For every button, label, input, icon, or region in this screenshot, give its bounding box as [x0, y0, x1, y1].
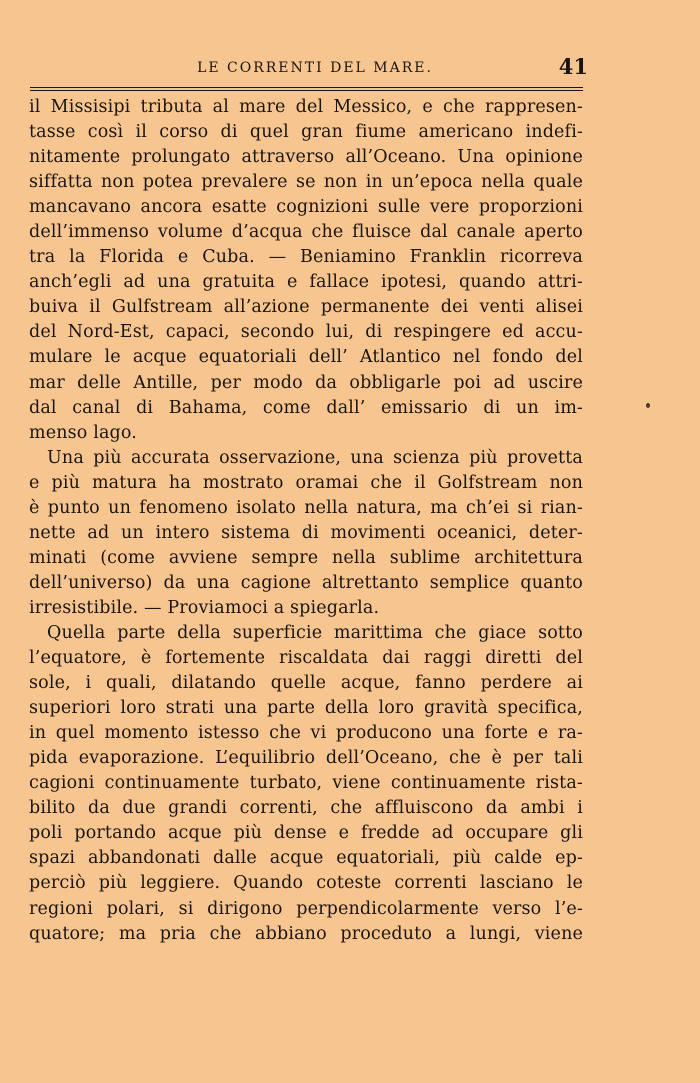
text-line: anch’egli ad una gratuita e fallace ipotesi, quando attri- — [29, 272, 583, 293]
page-number: 41 — [558, 54, 588, 79]
text-line: tra la Florida e Cuba. — Beniamino Franklin ricorreva — [29, 247, 583, 268]
text-line: siffatta non potea prevalere se non in un’epoca nella quale — [29, 172, 583, 193]
text-line: è punto un fenomeno isolato nella natura, ma ch’ei si rian- — [29, 497, 583, 518]
text-line: buiva il Gulfstream all’azione permanente dei venti alisei — [29, 297, 583, 318]
header-rule — [30, 87, 583, 88]
text-line: dell’universo) da una cagione altrettanto semplice quanto — [29, 572, 583, 593]
text-line: quatore; ma pria che abbiano proceduto a lungi, viene — [29, 923, 583, 944]
paragraph-start: Quella parte della superficie marittima che giace sotto — [47, 622, 583, 643]
running-title: LE CORRENTI DEL MARE. — [197, 60, 433, 76]
text-line: l’equatore, è fortemente riscaldata dai raggi diretti del — [29, 648, 583, 669]
text-line: bilito da due grandi correnti, che affluiscono da ambi i — [29, 798, 583, 819]
paragraph-start: Una più accurata osservazione, una scienza più provetta — [47, 447, 583, 468]
text-line: minati (come avviene sempre nella sublime architettura — [29, 547, 583, 568]
text-line: nette ad un intero sistema di movimenti oceanici, deter- — [29, 522, 583, 543]
text-line: mulare le acque equatoriali dell’ Atlantico nel fondo del — [29, 347, 583, 368]
text-line: cagioni continuamente turbato, viene continuamente rista- — [29, 773, 583, 794]
body-text — [29, 95, 583, 947]
text-line: perciò più leggiere. Quando coteste correnti lasciano le — [29, 873, 583, 894]
text-line: spazi abbandonati dalle acque equatoriali, più calde ep- — [29, 848, 583, 869]
text-line: nitamente prolungato attraverso all’Oceano. Una opinione — [29, 147, 583, 168]
text-line: il Missisipi tributa al mare del Messico, e che rappresen- — [29, 97, 583, 117]
text-line: menso lago. — [29, 422, 137, 443]
header-rule-thin — [30, 90, 583, 91]
text-line: tasse così il corso di quel gran fiume americano indefi- — [29, 122, 583, 143]
text-line: mar delle Antille, per modo da obbligarle poi ad uscire — [29, 372, 583, 393]
text-line: sole, i quali, dilatando quelle acque, fanno perdere ai — [29, 673, 583, 694]
ink-speck — [646, 403, 650, 408]
text-line: e più matura ha mostrato oramai che il Golfstream non — [29, 472, 583, 493]
text-line: dal canal di Bahama, come dall’ emissario di un im- — [29, 397, 583, 418]
text-line: mancavano ancora esatte cognizioni sulle vere proporzioni — [29, 197, 583, 218]
text-line: del Nord-Est, capaci, secondo lui, di respingere ed accu- — [29, 322, 583, 343]
text-line: regioni polari, si dirigono perpendicolarmente verso l’e- — [29, 898, 583, 919]
text-line: poli portando acque più dense e fredde ad occupare gli — [29, 823, 583, 844]
running-head — [30, 54, 590, 80]
text-line: irresistibile. — Proviamoci a spiegarla. — [29, 597, 380, 618]
text-line: dell’immenso volume d’acqua che fluisce dal canale aperto — [29, 222, 583, 243]
text-line: pida evaporazione. L’equilibrio dell’Oceano, che è per tali — [29, 748, 583, 769]
text-line: in quel momento istesso che vi producono una forte e ra- — [29, 723, 583, 744]
text-line: superiori loro strati una parte della loro gravità specifica, — [29, 698, 583, 719]
